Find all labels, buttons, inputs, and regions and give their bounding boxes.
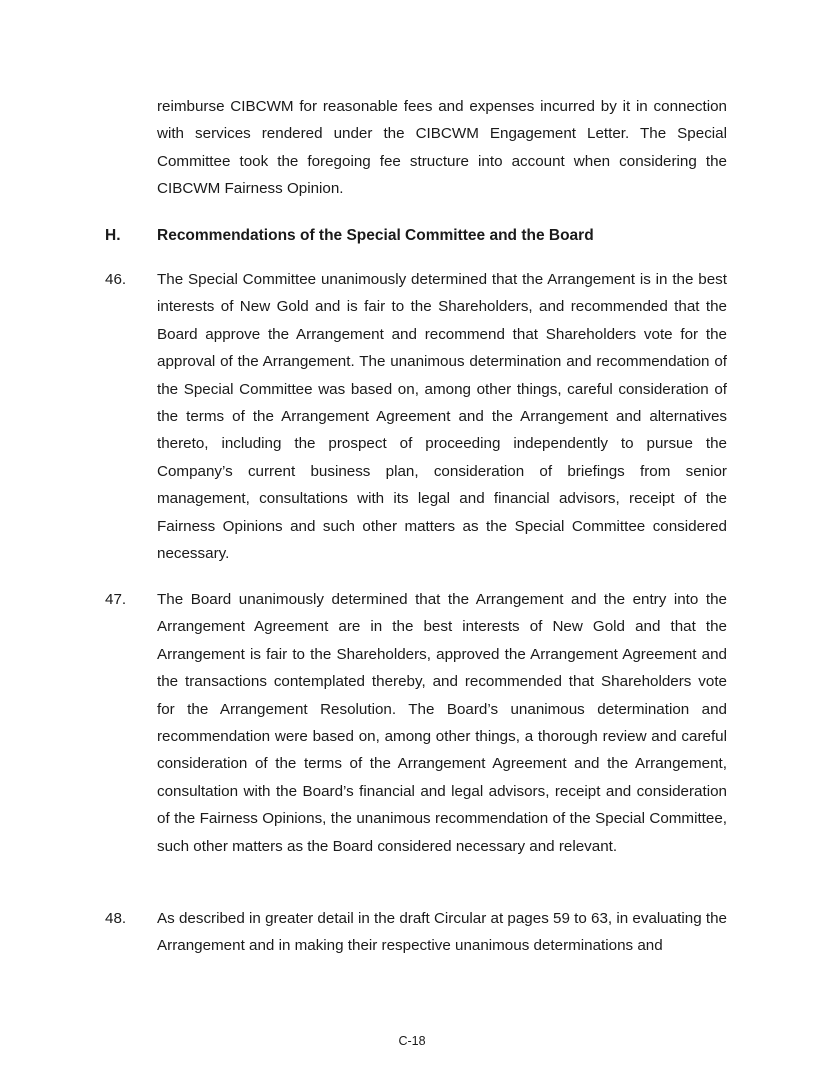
section-heading: Recommendations of the Special Committee and the Board bbox=[157, 227, 594, 244]
section-letter: H. bbox=[105, 227, 121, 244]
paragraph-number-48: 48. bbox=[105, 910, 127, 927]
paragraph-47: The Board unanimously determined that the Arrangement and the entry into the Arrangement Agreement are in the best interests of New Gold and that the Arrangement is fair to the Shareholders, approved the Arrangement Agreement and the transactions contemplated thereby, and recommended that Shareholders vote for the Arrangement Resolution. The Board’s unanimous determination and recommendation were based on, among other things, a thorough review and careful consideration of the terms of the Arrangement Agreement and the Arrangement, consultation with the Board’s financial and legal advisors, receipt and consideration of the Fairness Opinions, the unanimous recommendation of the Special Committee, such other matters as the Board considered necessary and relevant. bbox=[157, 591, 727, 855]
paragraph-48: As described in greater detail in the draft Circular at pages 59 to 63, in evaluating the Arrangement and in making their respective unanimous determinations and bbox=[157, 910, 727, 955]
intro-paragraph: reimburse CIBCWM for reasonable fees and expenses incurred by it in connection with services rendered under the CIBCWM Engagement Letter. The Special Committee took the foregoing fee structure into account when considering the CIBCWM Fairness Opinion. bbox=[157, 98, 727, 198]
page-number: C-18 bbox=[398, 1034, 426, 1048]
paragraph-number-47: 47. bbox=[105, 591, 127, 608]
paragraph-number-46: 46. bbox=[105, 271, 127, 288]
paragraph-46: The Special Committee unanimously determined that the Arrangement is in the best interests of New Gold and is fair to the Shareholders, and recommended that the Board approve the Arrangement and recommend that Shareholders vote for the approval of the Arrangement. The unanimous determination and recommendation of the Special Committee was based on, among other things, careful consideration of the terms of the Arrangement Agreement and the Arrangement and alternatives thereto, including the prospect of proceeding independently to pursue the Company’s current business plan, consideration of briefings from senior management, consultations with its legal and financial advisors, receipt of the Fairness Opinions and such other matters as the Special Committee considered necessary. bbox=[157, 271, 727, 563]
